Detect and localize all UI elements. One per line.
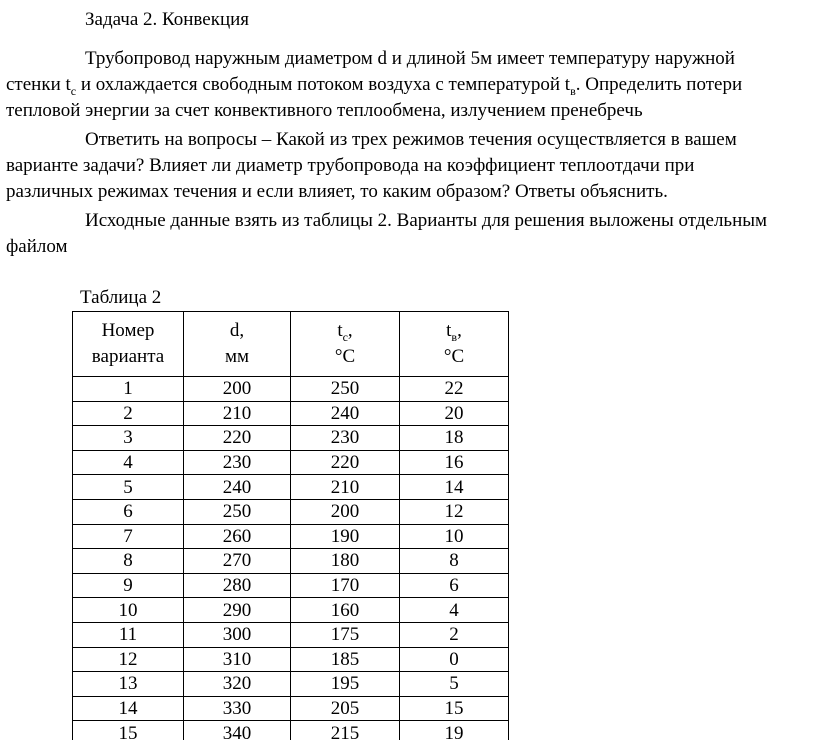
table-cell: 215 <box>291 721 400 740</box>
paragraph-text: тепловой энергии за счет конвективного теплообмена, излучением пренебречь <box>6 100 643 121</box>
table-cell: 4 <box>73 450 184 475</box>
table-cell: 15 <box>400 696 509 721</box>
paragraph-line <box>6 127 810 153</box>
table-row <box>73 647 509 672</box>
table-row <box>73 524 509 549</box>
header-diameter <box>184 312 291 377</box>
paragraph-line <box>6 46 810 72</box>
paragraph-text: Ответить на вопросы – Какой из трех режимов течения осуществляется в вашем <box>85 129 737 150</box>
paragraph-text: варианте задачи? Влияет ли диаметр трубопровода на коэффициент теплоотдачи при <box>6 155 695 176</box>
paragraph-line <box>6 98 810 124</box>
table-cell: 280 <box>184 573 291 598</box>
table-row <box>73 450 509 475</box>
table-cell: 220 <box>291 450 400 475</box>
table-cell: 2 <box>73 401 184 426</box>
table-cell: 220 <box>184 426 291 451</box>
table-row <box>73 573 509 598</box>
table-row <box>73 549 509 574</box>
table-row <box>73 401 509 426</box>
table-cell: 6 <box>73 499 184 524</box>
table-cell: 1 <box>73 377 184 402</box>
paragraph-line <box>6 153 810 179</box>
table-cell: 15 <box>73 721 184 740</box>
table-cell: 14 <box>400 475 509 500</box>
page-title <box>6 7 810 33</box>
table-cell: 7 <box>73 524 184 549</box>
subscript-wall-temp: с <box>342 329 348 344</box>
header-line: °С <box>443 346 465 367</box>
table-cell: 14 <box>73 696 184 721</box>
table-cell: 200 <box>291 499 400 524</box>
subscript-air-temp: в <box>451 329 458 344</box>
header-line <box>400 318 508 344</box>
table-cell: 250 <box>291 377 400 402</box>
header-air-temperature <box>400 312 509 377</box>
table-cell: 8 <box>73 549 184 574</box>
paragraph-questions <box>6 127 810 205</box>
table-cell: 11 <box>73 622 184 647</box>
table-cell: 230 <box>291 426 400 451</box>
header-symbol: , <box>347 320 353 341</box>
paragraph-text: и охлаждается свободным потоком воздуха с температурой t <box>76 74 571 95</box>
paragraph-text: файлом <box>6 236 68 257</box>
table-cell: 175 <box>291 622 400 647</box>
table-cell: 340 <box>184 721 291 740</box>
table-row <box>73 377 509 402</box>
table-row <box>73 598 509 623</box>
table-cell: 300 <box>184 622 291 647</box>
header-symbol: t <box>337 320 343 341</box>
header-line: варианта <box>91 346 165 367</box>
table-cell: 0 <box>400 647 509 672</box>
table-row <box>73 721 509 740</box>
table-cell: 260 <box>184 524 291 549</box>
table-row <box>73 426 509 451</box>
subscript-wall-temp: с <box>70 83 77 98</box>
table-cell: 8 <box>400 549 509 574</box>
table-cell: 10 <box>73 598 184 623</box>
header-symbol: t <box>446 320 452 341</box>
header-line: d, <box>229 320 245 341</box>
table-cell: 270 <box>184 549 291 574</box>
header-variant-number <box>73 312 184 377</box>
table-cell: 12 <box>400 499 509 524</box>
table-row <box>73 622 509 647</box>
table-cell: 250 <box>184 499 291 524</box>
table-cell: 22 <box>400 377 509 402</box>
table-header-row <box>73 312 509 377</box>
table-header <box>73 312 509 377</box>
table-cell: 160 <box>291 598 400 623</box>
table-cell: 9 <box>73 573 184 598</box>
table-cell: 4 <box>400 598 509 623</box>
table-row <box>73 696 509 721</box>
table-cell: 18 <box>400 426 509 451</box>
table-row <box>73 499 509 524</box>
table-cell: 16 <box>400 450 509 475</box>
table-caption-text: Таблица 2 <box>80 287 162 308</box>
table-cell: 240 <box>184 475 291 500</box>
table-cell: 230 <box>184 450 291 475</box>
paragraph-text: стенки t <box>6 74 71 95</box>
table-caption <box>6 285 810 311</box>
table-cell: 310 <box>184 647 291 672</box>
table-cell: 185 <box>291 647 400 672</box>
header-symbol: , <box>457 320 462 341</box>
table-cell: 19 <box>400 721 509 740</box>
paragraph-problem-statement <box>6 46 810 124</box>
table-cell: 240 <box>291 401 400 426</box>
paragraph-line <box>6 179 810 205</box>
table-cell: 290 <box>184 598 291 623</box>
table-cell: 330 <box>184 696 291 721</box>
table-cell: 210 <box>184 401 291 426</box>
paragraph-text: . Определить потери <box>575 74 743 95</box>
paragraph-text: Исходные данные взять из таблицы 2. Варианты для решения выложены отдельным <box>85 210 768 231</box>
page-title-text: Задача 2. Конвекция <box>85 9 250 30</box>
table-cell: 180 <box>291 549 400 574</box>
table-cell: 20 <box>400 401 509 426</box>
table-row <box>73 475 509 500</box>
paragraph-text: различных режимах течения и если влияет, то каким образом? Ответы объяснить. <box>6 181 668 202</box>
table-row <box>73 672 509 697</box>
paragraph-text: Трубопровод наружным диаметром d и длиной 5м имеет температуру наружной <box>85 48 735 69</box>
table-cell: 5 <box>400 672 509 697</box>
variants-table <box>72 311 509 740</box>
table-cell: 205 <box>291 696 400 721</box>
paragraph-source-data <box>6 208 810 260</box>
subscript-air-temp: в <box>570 83 576 98</box>
table-cell: 13 <box>73 672 184 697</box>
header-wall-temperature <box>291 312 400 377</box>
table-body <box>73 377 509 740</box>
header-line: °С <box>334 346 356 367</box>
header-line <box>291 318 399 344</box>
header-line: Номер <box>101 320 155 341</box>
table-cell: 320 <box>184 672 291 697</box>
table-cell: 210 <box>291 475 400 500</box>
table-cell: 3 <box>73 426 184 451</box>
table-cell: 2 <box>400 622 509 647</box>
table-cell: 12 <box>73 647 184 672</box>
table-cell: 170 <box>291 573 400 598</box>
table-cell: 6 <box>400 573 509 598</box>
paragraph-line <box>6 234 810 260</box>
paragraph-line <box>6 208 810 234</box>
table-cell: 195 <box>291 672 400 697</box>
paragraph-line <box>6 72 810 98</box>
table-cell: 190 <box>291 524 400 549</box>
table-cell: 10 <box>400 524 509 549</box>
table-cell: 200 <box>184 377 291 402</box>
header-line: мм <box>224 346 250 367</box>
table-cell: 5 <box>73 475 184 500</box>
